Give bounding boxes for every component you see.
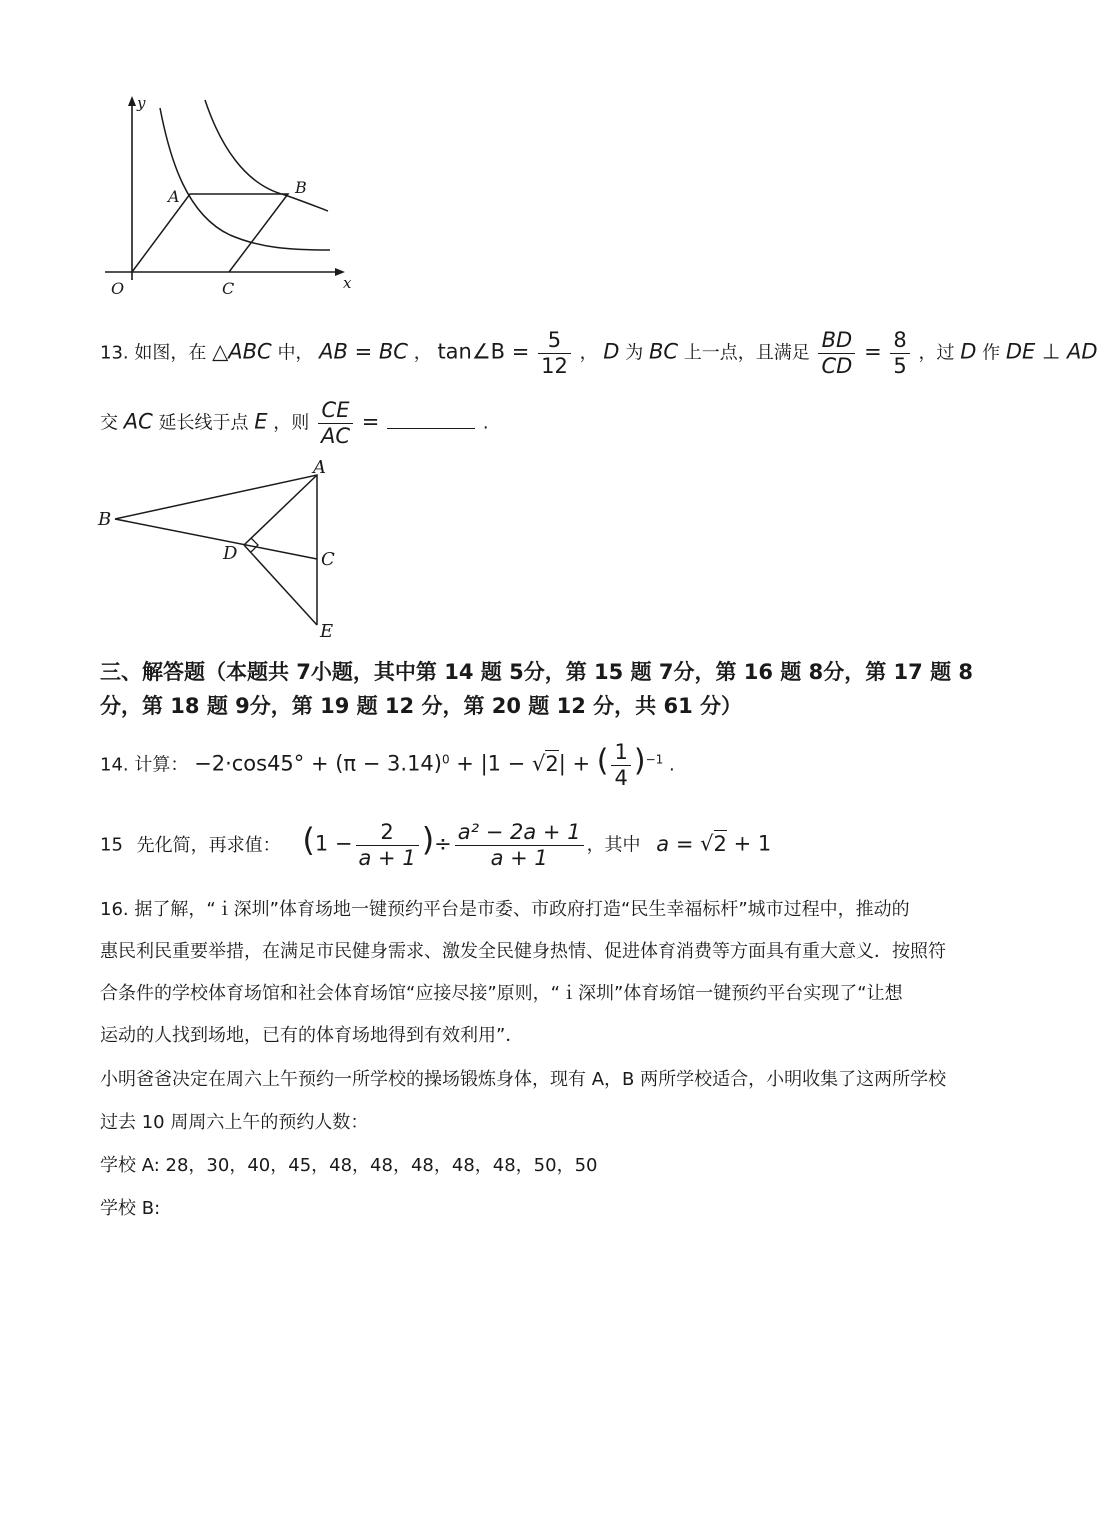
section-3-heading-line-1: 三、解答题（本题共 7小题，其中第 14 题 5分，第 15 题 7分，第 16 题 8分，第 17 题 8 (100, 660, 973, 684)
question-13-line-1 (100, 330, 1098, 377)
question-14-number: 14. (100, 754, 129, 776)
point-c-label: C (222, 279, 235, 298)
q13-text: ， (413, 342, 432, 364)
q13-text: ，则 (273, 412, 310, 434)
fraction-denominator: 4 (614, 766, 628, 790)
fraction-numerator: 2 (356, 822, 419, 846)
q14-exponent: −1 (645, 752, 664, 767)
q13-point: E (254, 409, 268, 434)
q15-expression: 1 − (314, 831, 353, 856)
school-a-data (100, 1157, 597, 1175)
q13-ratio-value (890, 330, 909, 377)
q13-triangle: △ABC (212, 339, 272, 364)
q13-text: 如图，在 (134, 342, 207, 364)
y-axis-arrow (128, 96, 136, 106)
q13-segment: AC (123, 409, 153, 434)
school-a-values: 28，30，40，45，48，48，48，48，48，50，50 (165, 1155, 598, 1176)
question-13-line-2 (100, 400, 489, 447)
q14-expression: −2·cos45° + (π − 3.14) (194, 751, 442, 776)
fraction-numerator: 8 (890, 330, 909, 354)
q13-tan-fraction (538, 330, 571, 377)
figure-triangle-abc (92, 455, 352, 645)
q13-segment: BC (648, 339, 679, 364)
segment-ad (244, 475, 317, 545)
question-16-line-5: 小明爸爸决定在周六上午预约一所学校的操场锻炼身体，现有 A，B 两所学校适合，小明收集了这两所学校 (100, 1069, 947, 1090)
y-axis-label: y (137, 94, 146, 112)
q13-text: ，过 (918, 342, 955, 364)
q13-text: ， (579, 342, 598, 364)
fraction-denominator: a + 1 (358, 846, 416, 870)
segment-bc (115, 519, 317, 559)
q14-expression: | + (558, 751, 597, 776)
q15-text: ，其中 (586, 834, 641, 856)
question-13-number: 13. (100, 342, 129, 364)
q13-equation: AB = BC (319, 339, 408, 364)
question-16-line-6: 过去 10 周周六上午的预约人数： (100, 1112, 369, 1133)
question-15-number: 15 (100, 834, 123, 856)
fraction-numerator: a² − 2a + 1 (455, 822, 584, 846)
fraction-denominator: CD (821, 354, 853, 378)
q14-text: . (669, 754, 675, 776)
q15-fraction-2 (455, 822, 584, 869)
vertex-b-label: B (98, 509, 112, 530)
q13-ratio-fraction (818, 330, 855, 377)
q13-text: 延长线于点 (158, 412, 249, 434)
answer-blank[interactable] (387, 427, 475, 429)
fraction-numerator: CE (318, 400, 353, 424)
school-a-label: 学校 A: (100, 1155, 160, 1176)
fraction-denominator: a + 1 (490, 846, 548, 870)
q13-point: D (603, 339, 620, 364)
question-14: 14. 计算： $-2\cdot\cos 45^\circ + (\pi - 3.14)^0 + |1 - √2|$ + ( $\frac{1}{4}$ )$^{-1}$ . (100, 740, 675, 790)
q13-text: 为 (625, 342, 644, 364)
vertex-d-label: D (223, 543, 238, 564)
q14-exponent: 0 (441, 752, 450, 767)
q13-equals: = (361, 409, 380, 434)
point-a-label: A (168, 187, 180, 206)
x-axis-label: x (343, 274, 352, 292)
q13-text: 中， (277, 342, 314, 364)
right-angle-mark (251, 538, 258, 552)
school-b-label: 学校 B: (100, 1198, 161, 1219)
q15-divide: ÷ (434, 831, 452, 856)
fraction-numerator: BD (818, 330, 855, 354)
parallelogram-oabc (132, 194, 288, 272)
q15-radicand: 2 (713, 831, 727, 856)
fraction-denominator: 12 (541, 354, 568, 378)
question-16-line-1: 16. 据了解，“ｉ深圳”体育场地一键预约平台是市委、市政府打造“民生幸福标杆”城市过程中，推动的 (100, 899, 910, 920)
figure-hyperbola-parallelogram (95, 90, 375, 305)
fraction-denominator: AC (320, 424, 351, 448)
q15-fraction-1 (356, 822, 419, 869)
question-16-line-4: 运动的人找到场地，已有的体育场地得到有效利用”． (100, 1025, 524, 1046)
q13-text: 作 (982, 342, 1001, 364)
question-16-line-3: 合条件的学校体育场馆和社会体育场馆“应接尽接”原则，“ｉ深圳”体育场馆一键预约平台实现了“让想 (100, 983, 903, 1004)
question-15: 15 先化简，再求值： (1 − $\frac{2}{a + 1}$ )÷ $\frac{\text{a² − 2a + 1}}{a + 1}$ ，其中 a = √2 + 1 (100, 820, 772, 870)
point-b-label: B (295, 178, 307, 197)
question-16-line-2: 惠民利民重要举措，在满足市民健身需求、激发全民健身热情、促进体育消费等方面具有重大意义．按照符 (100, 941, 946, 962)
q14-expression: + |1 − (449, 751, 532, 776)
q14-label: 计算： (134, 754, 189, 776)
q15-condition: + 1 (726, 831, 772, 856)
q13-text: 上一点，且满足 (683, 342, 810, 364)
vertex-e-label: E (320, 621, 334, 642)
triangle-sides (115, 475, 317, 625)
fraction-numerator: 5 (538, 330, 571, 354)
section-3-heading-line-2: 分，第 18 题 9分，第 19 题 12 分，第 20 题 12 分，共 61 分） (100, 694, 742, 718)
fraction-numerator: 1 (611, 742, 630, 766)
q13-equals: = (864, 339, 882, 364)
q15-condition: a = (656, 831, 701, 856)
q13-text: 交 (100, 412, 118, 434)
q15-label: 先化简，再求值： (136, 834, 281, 856)
q13-tan: tan∠B = (437, 339, 530, 364)
vertex-c-label: C (321, 549, 335, 570)
q13-point: D (960, 339, 977, 364)
q13-perpendicular: DE ⊥ AD (1005, 339, 1098, 364)
q13-text: . (482, 412, 489, 434)
q14-fraction (611, 742, 630, 789)
q14-radicand: 2 (545, 751, 559, 776)
fraction-denominator: 5 (893, 354, 907, 378)
origin-label: O (111, 279, 125, 298)
q13-answer-fraction (318, 400, 353, 447)
vertex-a-label: A (313, 457, 326, 478)
